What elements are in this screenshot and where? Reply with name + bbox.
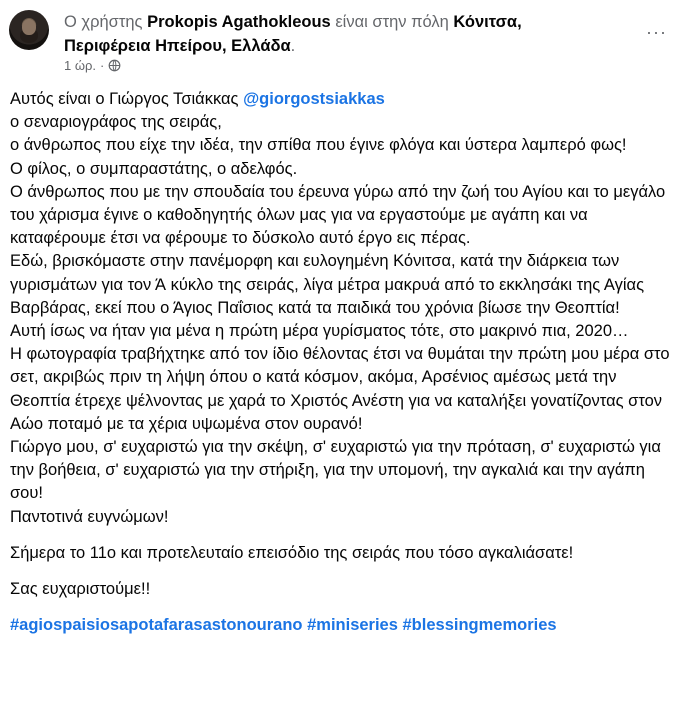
post-paragraph: Ο φίλος, ο συμπαραστάτης, ο αδελφός. (10, 159, 298, 178)
location-prefix: είναι στην πόλη (330, 13, 454, 31)
author-name[interactable]: Prokopis Agathokleous (147, 13, 331, 31)
paragraph-gap (10, 565, 677, 578)
more-options-button[interactable]: ··· (646, 22, 667, 42)
location-line1[interactable]: Κόνιτσα, (453, 13, 522, 31)
intro-text: Αυτός είναι ο Γιώργος Τσιάκκας (10, 90, 244, 108)
avatar-face (22, 19, 36, 35)
post-body (0, 88, 687, 637)
post-time[interactable]: 1 ώρ. (64, 58, 96, 73)
post-meta (64, 58, 121, 73)
hashtag-link[interactable]: #miniseries (307, 616, 398, 635)
closing-line: Σήμερα το 11ο και προτελευταίο επεισόδιο της σειράς που τόσο αγκαλιάσατε! (10, 543, 574, 562)
mention-link[interactable]: @giorgostsiakkas (243, 90, 385, 108)
post-paragraph: Ο άνθρωπος που με την σπουδαία του έρευνα γύρω από την ζωή του Αγίου και το μεγάλο του χάρισμα έγινε ο καθοδηγητής όλων μας για να εργαστούμε με αγάπη και να καταφέρουμε έτσι να φέρουμε το δύσκολο αυτό έργο εις πέρας. (10, 182, 666, 248)
hashtag-link[interactable]: #blessingmemories (402, 616, 557, 635)
post-paragraph: ο άνθρωπος που είχε την ιδέα, την σπίθα που έγινε φλόγα και ύστερα λαμπερό φως! (10, 136, 627, 155)
thanks-line: Σας ευχαριστούμε!! (10, 580, 151, 599)
location-suffix: . (290, 37, 296, 55)
globe-icon[interactable] (108, 59, 121, 72)
post-header (0, 0, 687, 86)
meta-separator: · (100, 58, 105, 73)
paragraph-gap (10, 529, 677, 542)
location-line2[interactable]: Περιφέρεια Ηπείρου, Ελλάδα (64, 37, 291, 55)
hashtag-list (10, 614, 677, 637)
post-paragraph: Η φωτογραφία τραβήχτηκε από τον ίδιο θέλοντας έτσι να θυμάται την πρώτη μου μέρα στο σετ, ακριβώς πριν τη λήψη όπου ο κατά κόσμον, ακόμα, Αρσένιος αμέσως μετά την Θεοπτία έτρεχε ψέλνοντας με χαρά το Χριστός Ανέστη για να καταλήξει γονατίζοντας στον Αώο ποταμό με τα χέρια υψωμένα στον ουρανό! (10, 345, 670, 433)
post-paragraph: Γιώργο μου, σ' ευχαριστώ για την σκέψη, σ' ευχαριστώ για την πρόταση, σ' ευχαριστώ για την βοήθεια, σ' ευχαριστώ για την στήριξη, για την υπομονή, την αγκαλιά και την αγάπη σου! (10, 438, 661, 503)
author-prefix: Ο χρήστης (64, 13, 148, 31)
hashtag-link[interactable]: #agiospaisiosapotafarasastonourano (10, 616, 303, 635)
post-paragraph: Παντοτινά ευγνώμων! (10, 507, 169, 526)
post-paragraph: ο σεναριογράφος της σειράς, (10, 113, 222, 132)
paragraph-gap (10, 601, 677, 614)
post-header-text (64, 10, 624, 58)
post-intro (10, 88, 677, 111)
author-avatar[interactable] (9, 10, 49, 50)
post-paragraph: Αυτή ίσως να ήταν για μένα η πρώτη μέρα γυρίσματος τότε, στο μακρινό πια, 2020… (10, 322, 629, 341)
post-paragraph: Εδώ, βρισκόμαστε στην πανέμορφη και ευλογημένη Κόνιτσα, κατά την διάρκεια των γυρισμάτων για τον Ά κύκλο της σειράς, λίγα μέτρα μακρυά από το εκκλησάκι της Αγίας Βαρβάρας, εκεί που ο Άγιος Παΐσιος κατά τα παιδικά του χρόνια βίωσε την Θεοπτία! (10, 252, 645, 317)
